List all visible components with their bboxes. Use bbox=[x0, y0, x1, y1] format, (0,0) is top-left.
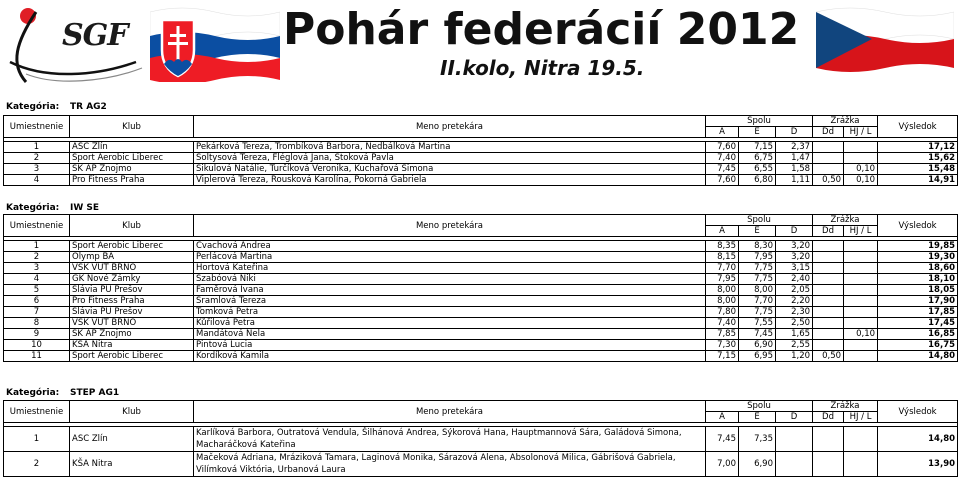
club-cell: Slávia PU Prešov bbox=[70, 285, 194, 296]
d-cell: 1,20 bbox=[776, 351, 813, 362]
header-name: Meno pretekára bbox=[194, 215, 706, 237]
header-d: D bbox=[776, 412, 813, 423]
hjl-cell bbox=[844, 285, 878, 296]
name-cell: Pekárková Tereza, Trombíková Barbora, Nedbálková Martina bbox=[194, 142, 706, 153]
header-spolu: Spolu bbox=[706, 116, 813, 127]
place-cell: 4 bbox=[4, 175, 70, 186]
d-cell: 1,58 bbox=[776, 164, 813, 175]
dd-cell bbox=[813, 427, 844, 452]
hjl-cell bbox=[844, 241, 878, 252]
table-row bbox=[4, 263, 958, 274]
header-place: Umiestnenie bbox=[4, 116, 70, 138]
results-table-step-ag1 bbox=[3, 400, 958, 477]
hjl-cell bbox=[844, 274, 878, 285]
header-e: E bbox=[739, 226, 776, 237]
e-cell: 6,75 bbox=[739, 153, 776, 164]
header-a: A bbox=[706, 226, 739, 237]
d-cell: 2,30 bbox=[776, 307, 813, 318]
place-cell: 11 bbox=[4, 351, 70, 362]
name-cell: Šramlová Tereza bbox=[194, 296, 706, 307]
d-cell: 2,40 bbox=[776, 274, 813, 285]
club-cell: SK AP Znojmo bbox=[70, 164, 194, 175]
category-label bbox=[6, 102, 107, 112]
name-cell: Karlíková Barbora, Outratová Vendula, Šilhánová Andrea, Sýkorová Hana, Hauptmannová Sára, Galádová Simona, Macharáčková Kateřina bbox=[194, 427, 706, 452]
header-dd: Dd bbox=[813, 226, 844, 237]
dd-cell bbox=[813, 307, 844, 318]
name-cell: Faměrová Ivana bbox=[194, 285, 706, 296]
club-cell: Sport Aerobic Liberec bbox=[70, 351, 194, 362]
place-cell: 8 bbox=[4, 318, 70, 329]
name-cell: Šikulová Natálie, Turčíková Veronika, Kuchařová Simona bbox=[194, 164, 706, 175]
result-cell: 18,05 bbox=[878, 285, 958, 296]
dd-cell bbox=[813, 296, 844, 307]
club-cell: KŠA Nitra bbox=[70, 452, 194, 477]
place-cell: 9 bbox=[4, 329, 70, 340]
category-name: STEP AG1 bbox=[70, 388, 120, 398]
hjl-cell: 0,10 bbox=[844, 164, 878, 175]
table-row bbox=[4, 274, 958, 285]
result-cell: 18,10 bbox=[878, 274, 958, 285]
result-cell: 17,85 bbox=[878, 307, 958, 318]
dd-cell bbox=[813, 329, 844, 340]
dd-cell bbox=[813, 153, 844, 164]
result-cell: 16,75 bbox=[878, 340, 958, 351]
e-cell: 7,95 bbox=[739, 252, 776, 263]
header-vysledok: Výsledok bbox=[878, 215, 958, 237]
dd-cell bbox=[813, 252, 844, 263]
result-cell: 15,62 bbox=[878, 153, 958, 164]
club-cell: GK Nové Zámky bbox=[70, 274, 194, 285]
name-cell: Viplerová Tereza, Rousková Karolína, Pokorná Gabriela bbox=[194, 175, 706, 186]
name-cell: Šoltysová Tereza, Fléglová Jana, Štoková Pavla bbox=[194, 153, 706, 164]
result-cell: 15,48 bbox=[878, 164, 958, 175]
d-cell: 2,37 bbox=[776, 142, 813, 153]
a-cell: 7,80 bbox=[706, 307, 739, 318]
result-cell: 14,91 bbox=[878, 175, 958, 186]
table-row bbox=[4, 318, 958, 329]
hjl-cell bbox=[844, 427, 878, 452]
header-vysledok: Výsledok bbox=[878, 401, 958, 423]
a-cell: 7,40 bbox=[706, 318, 739, 329]
header-club: Klub bbox=[70, 215, 194, 237]
a-cell: 8,15 bbox=[706, 252, 739, 263]
a-cell: 7,00 bbox=[706, 452, 739, 477]
place-cell: 3 bbox=[4, 263, 70, 274]
header-club: Klub bbox=[70, 116, 194, 138]
place-cell: 1 bbox=[4, 427, 70, 452]
place-cell: 4 bbox=[4, 274, 70, 285]
table-row bbox=[4, 307, 958, 318]
e-cell: 8,00 bbox=[739, 285, 776, 296]
header-hjl: HJ / L bbox=[844, 412, 878, 423]
hjl-cell: 0,10 bbox=[844, 175, 878, 186]
e-cell: 6,90 bbox=[739, 452, 776, 477]
name-cell: Tomková Petra bbox=[194, 307, 706, 318]
d-cell: 3,20 bbox=[776, 252, 813, 263]
result-cell: 19,85 bbox=[878, 241, 958, 252]
category-label bbox=[6, 203, 100, 213]
place-cell: 5 bbox=[4, 285, 70, 296]
banner bbox=[0, 0, 960, 95]
category-name: IW SE bbox=[70, 203, 100, 213]
category-caption: Kategória: bbox=[6, 203, 60, 213]
header-hjl: HJ / L bbox=[844, 226, 878, 237]
hjl-cell bbox=[844, 252, 878, 263]
d-cell: 3,15 bbox=[776, 263, 813, 274]
header-a: A bbox=[706, 127, 739, 138]
hjl-cell bbox=[844, 351, 878, 362]
a-cell: 7,95 bbox=[706, 274, 739, 285]
header-d: D bbox=[776, 226, 813, 237]
club-cell: VSK VUT BRNO bbox=[70, 318, 194, 329]
hjl-cell bbox=[844, 263, 878, 274]
header-hjl: HJ / L bbox=[844, 127, 878, 138]
a-cell: 8,35 bbox=[706, 241, 739, 252]
result-cell: 16,85 bbox=[878, 329, 958, 340]
name-cell: Perlácová Martina bbox=[194, 252, 706, 263]
dd-cell bbox=[813, 285, 844, 296]
d-cell bbox=[776, 452, 813, 477]
header-place: Umiestnenie bbox=[4, 401, 70, 423]
e-cell: 7,15 bbox=[739, 142, 776, 153]
a-cell: 8,00 bbox=[706, 296, 739, 307]
e-cell: 6,55 bbox=[739, 164, 776, 175]
a-cell: 8,00 bbox=[706, 285, 739, 296]
name-cell: Hortová Kateřina bbox=[194, 263, 706, 274]
e-cell: 7,45 bbox=[739, 329, 776, 340]
slovak-flag-icon bbox=[150, 6, 280, 82]
club-cell: Pro Fitness Praha bbox=[70, 296, 194, 307]
header-zrazka: Zrážka bbox=[813, 116, 878, 127]
club-cell: Sport Aerobic Liberec bbox=[70, 241, 194, 252]
hjl-cell bbox=[844, 153, 878, 164]
place-cell: 2 bbox=[4, 252, 70, 263]
club-cell: ASC Zlín bbox=[70, 427, 194, 452]
result-cell: 19,30 bbox=[878, 252, 958, 263]
dd-cell: 0,50 bbox=[813, 351, 844, 362]
place-cell: 2 bbox=[4, 153, 70, 164]
czech-flag-icon bbox=[816, 6, 954, 72]
name-cell: Mandátová Nela bbox=[194, 329, 706, 340]
table-row bbox=[4, 427, 958, 452]
hjl-cell bbox=[844, 307, 878, 318]
d-cell: 2,05 bbox=[776, 285, 813, 296]
d-cell bbox=[776, 427, 813, 452]
e-cell: 7,35 bbox=[739, 427, 776, 452]
category-caption: Kategória: bbox=[6, 102, 60, 112]
name-cell: Kordíková Kamila bbox=[194, 351, 706, 362]
result-cell: 17,90 bbox=[878, 296, 958, 307]
hjl-cell bbox=[844, 318, 878, 329]
result-cell: 18,60 bbox=[878, 263, 958, 274]
e-cell: 7,75 bbox=[739, 307, 776, 318]
result-cell: 17,12 bbox=[878, 142, 958, 153]
d-cell: 2,20 bbox=[776, 296, 813, 307]
name-cell: Szabóová Niki bbox=[194, 274, 706, 285]
club-cell: ASC Zlín bbox=[70, 142, 194, 153]
e-cell: 7,75 bbox=[739, 274, 776, 285]
result-cell: 14,80 bbox=[878, 427, 958, 452]
a-cell: 7,60 bbox=[706, 142, 739, 153]
category-caption: Kategória: bbox=[6, 388, 60, 398]
table-row bbox=[4, 351, 958, 362]
hjl-cell bbox=[844, 296, 878, 307]
club-cell: Sport Aerobic Liberec bbox=[70, 153, 194, 164]
dd-cell bbox=[813, 241, 844, 252]
header-spolu: Spolu bbox=[706, 215, 813, 226]
dd-cell bbox=[813, 164, 844, 175]
header-zrazka: Zrážka bbox=[813, 401, 878, 412]
header-place: Umiestnenie bbox=[4, 215, 70, 237]
e-cell: 7,55 bbox=[739, 318, 776, 329]
dd-cell bbox=[813, 142, 844, 153]
a-cell: 7,15 bbox=[706, 351, 739, 362]
d-cell: 2,55 bbox=[776, 340, 813, 351]
club-cell: Olymp BA bbox=[70, 252, 194, 263]
place-cell: 2 bbox=[4, 452, 70, 477]
results-table-tr-ag2 bbox=[3, 115, 958, 186]
club-cell: KŠA Nitra bbox=[70, 340, 194, 351]
table-row bbox=[4, 329, 958, 340]
hjl-cell bbox=[844, 452, 878, 477]
dd-cell: 0,50 bbox=[813, 175, 844, 186]
table-row bbox=[4, 164, 958, 175]
club-cell: SK AP Znojmo bbox=[70, 329, 194, 340]
club-cell: VSK VUT BRNO bbox=[70, 263, 194, 274]
name-cell: Cvachová Andrea bbox=[194, 241, 706, 252]
e-cell: 7,75 bbox=[739, 263, 776, 274]
result-cell: 13,90 bbox=[878, 452, 958, 477]
d-cell: 3,20 bbox=[776, 241, 813, 252]
a-cell: 7,70 bbox=[706, 263, 739, 274]
hjl-cell bbox=[844, 340, 878, 351]
header-a: A bbox=[706, 412, 739, 423]
table-row bbox=[4, 142, 958, 153]
header-dd: Dd bbox=[813, 412, 844, 423]
dd-cell bbox=[813, 263, 844, 274]
d-cell: 1,11 bbox=[776, 175, 813, 186]
header-e: E bbox=[739, 412, 776, 423]
a-cell: 7,30 bbox=[706, 340, 739, 351]
a-cell: 7,60 bbox=[706, 175, 739, 186]
place-cell: 1 bbox=[4, 241, 70, 252]
table-row bbox=[4, 252, 958, 263]
d-cell: 1,65 bbox=[776, 329, 813, 340]
header-d: D bbox=[776, 127, 813, 138]
place-cell: 3 bbox=[4, 164, 70, 175]
table-row bbox=[4, 296, 958, 307]
header-e: E bbox=[739, 127, 776, 138]
a-cell: 7,45 bbox=[706, 427, 739, 452]
dd-cell bbox=[813, 318, 844, 329]
e-cell: 6,90 bbox=[739, 340, 776, 351]
header-vysledok: Výsledok bbox=[878, 116, 958, 138]
header-zrazka: Zrážka bbox=[813, 215, 878, 226]
results-table-iw-se bbox=[3, 214, 958, 362]
table-row bbox=[4, 153, 958, 164]
dd-cell bbox=[813, 452, 844, 477]
name-cell: Kůřilová Petra bbox=[194, 318, 706, 329]
result-cell: 14,80 bbox=[878, 351, 958, 362]
club-cell: Pro Fitness Praha bbox=[70, 175, 194, 186]
place-cell: 10 bbox=[4, 340, 70, 351]
category-label bbox=[6, 388, 120, 398]
hjl-cell: 0,10 bbox=[844, 329, 878, 340]
a-cell: 7,40 bbox=[706, 153, 739, 164]
table-row bbox=[4, 241, 958, 252]
name-cell: Mačeková Adriana, Mráziková Tamara, Laginová Monika, Sárazová Alena, Absolonová Milica, Gábrišová Gabriela, Vilímková Viktória, Urbanová Laura bbox=[194, 452, 706, 477]
result-cell: 17,45 bbox=[878, 318, 958, 329]
table-row bbox=[4, 452, 958, 477]
d-cell: 1,47 bbox=[776, 153, 813, 164]
place-cell: 1 bbox=[4, 142, 70, 153]
d-cell: 2,50 bbox=[776, 318, 813, 329]
header-spolu: Spolu bbox=[706, 401, 813, 412]
e-cell: 6,80 bbox=[739, 175, 776, 186]
hjl-cell bbox=[844, 142, 878, 153]
e-cell: 6,95 bbox=[739, 351, 776, 362]
table-row bbox=[4, 340, 958, 351]
place-cell: 6 bbox=[4, 296, 70, 307]
logo-text: SGF bbox=[62, 18, 128, 53]
dd-cell bbox=[813, 340, 844, 351]
header-name: Meno pretekára bbox=[194, 401, 706, 423]
header-dd: Dd bbox=[813, 127, 844, 138]
a-cell: 7,45 bbox=[706, 164, 739, 175]
category-name: TR AG2 bbox=[70, 102, 107, 112]
a-cell: 7,85 bbox=[706, 329, 739, 340]
e-cell: 8,30 bbox=[739, 241, 776, 252]
event-subtitle: II.kolo, Nitra 19.5. bbox=[440, 56, 645, 80]
club-cell: Slávia PU Prešov bbox=[70, 307, 194, 318]
table-row bbox=[4, 285, 958, 296]
header-name: Meno pretekára bbox=[194, 116, 706, 138]
table-row bbox=[4, 175, 958, 186]
dd-cell bbox=[813, 274, 844, 285]
name-cell: Pintová Lucia bbox=[194, 340, 706, 351]
e-cell: 7,70 bbox=[739, 296, 776, 307]
page-title: Pohár federácií 2012 bbox=[283, 4, 800, 55]
place-cell: 7 bbox=[4, 307, 70, 318]
header-club: Klub bbox=[70, 401, 194, 423]
